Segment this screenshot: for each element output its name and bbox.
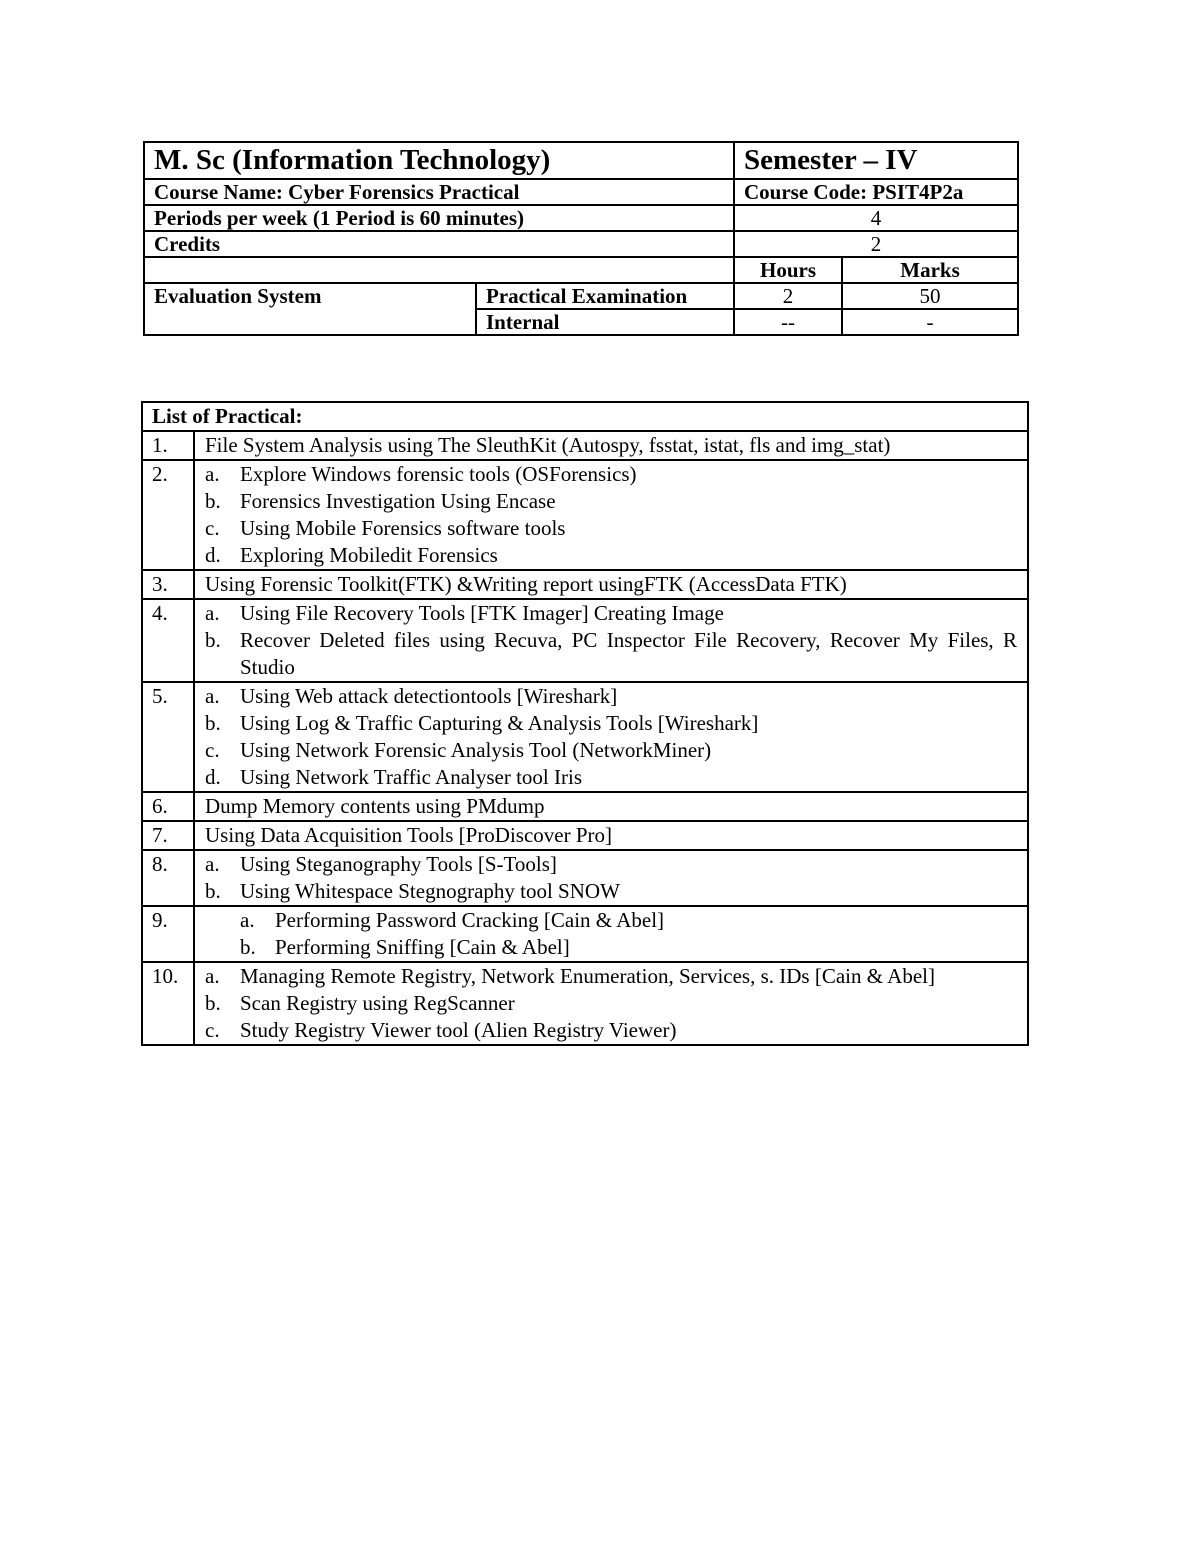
practical-marks: 50 [842, 283, 1018, 309]
practical-subitem [205, 934, 1017, 961]
subitem-text: Using Network Forensic Analysis Tool (NetworkMiner) [240, 738, 712, 762]
practical-content [194, 599, 1028, 682]
practical-number: 10. [142, 962, 194, 1045]
subitem-text: Scan Registry using RegScanner [240, 991, 515, 1015]
empty-cell [144, 257, 734, 283]
practical-hours: 2 [734, 283, 842, 309]
subitem-label: a. [205, 852, 220, 876]
subitem-label: a. [205, 601, 220, 625]
practical-number: 7. [142, 821, 194, 850]
subitem-text: Using Web attack detectiontools [Wireshark] [240, 684, 618, 708]
subitem-text: Using Mobile Forensics software tools [240, 516, 566, 540]
subitem-label: b. [205, 991, 221, 1015]
practical-text: Dump Memory contents using PMdump [205, 794, 545, 818]
practical-row [142, 570, 1028, 599]
periods-label: Periods per week (1 Period is 60 minutes) [144, 205, 734, 231]
practical-row [142, 962, 1028, 1045]
practical-subitem [205, 600, 1017, 627]
evaluation-label: Evaluation System [144, 283, 476, 335]
subitem-text: Using Steganography Tools [S-Tools] [240, 852, 557, 876]
practical-row [142, 850, 1028, 906]
internal-marks: - [842, 309, 1018, 335]
practical-subitem [205, 515, 1017, 542]
program-title: M. Sc (Information Technology) [144, 142, 734, 179]
practical-text: Using Data Acquisition Tools [ProDiscover Pro] [205, 823, 613, 847]
subitem-text: Using Whitespace Stegnography tool SNOW [240, 879, 620, 903]
practical-row [142, 682, 1028, 792]
periods-value: 4 [734, 205, 1018, 231]
subitem-label: b. [205, 711, 221, 735]
subitem-label: a. [240, 908, 255, 932]
practical-content [194, 792, 1028, 821]
practical-content [194, 821, 1028, 850]
subitem-text: Forensics Investigation Using Encase [240, 489, 556, 513]
practical-subitem [205, 542, 1017, 569]
subitem-label: b. [205, 489, 221, 513]
practical-row [142, 460, 1028, 570]
practical-number: 6. [142, 792, 194, 821]
course-info-table [143, 141, 1019, 336]
practical-number: 8. [142, 850, 194, 906]
practical-subitem [205, 461, 1017, 488]
practical-number: 5. [142, 682, 194, 792]
practical-subitem [205, 488, 1017, 515]
practical-text: Using Forensic Toolkit(FTK) &Writing report usingFTK (AccessData FTK) [205, 572, 847, 596]
internal-hours: -- [734, 309, 842, 335]
practical-list-table [141, 401, 1029, 1046]
subitem-text: Explore Windows forensic tools (OSForensics) [240, 462, 637, 486]
subitem-label: c. [205, 738, 220, 762]
practical-row [142, 431, 1028, 460]
practical-content [194, 682, 1028, 792]
course-name: Course Name: Cyber Forensics Practical [144, 179, 734, 205]
practical-subitem [205, 1017, 1017, 1044]
subitem-label: c. [205, 1018, 220, 1042]
practical-exam-label: Practical Examination [476, 283, 734, 309]
practical-subitem [205, 764, 1017, 791]
subitem-text: Performing Password Cracking [Cain & Abel] [275, 908, 665, 932]
practical-number: 3. [142, 570, 194, 599]
subitem-label: b. [205, 628, 221, 652]
credits-value: 2 [734, 231, 1018, 257]
course-code: Course Code: PSIT4P2a [734, 179, 1018, 205]
practical-content [194, 906, 1028, 962]
subitem-label: a. [205, 462, 220, 486]
practical-content [194, 431, 1028, 460]
practical-subitem [205, 963, 1017, 990]
subitem-text: Performing Sniffing [Cain & Abel] [275, 935, 570, 959]
subitem-text: Using Log & Traffic Capturing & Analysis Tools [Wireshark] [240, 711, 759, 735]
practical-subitem [205, 737, 1017, 764]
subitem-text: Using File Recovery Tools [FTK Imager] Creating Image [240, 601, 724, 625]
practical-subitem [205, 990, 1017, 1017]
practical-content [194, 570, 1028, 599]
practical-content [194, 460, 1028, 570]
subitem-label: b. [240, 935, 256, 959]
subitem-text: Study Registry Viewer tool (Alien Registry Viewer) [240, 1018, 677, 1042]
marks-header: Marks [842, 257, 1018, 283]
practical-subitem [205, 710, 1017, 737]
subitem-label: d. [205, 765, 221, 789]
practical-row [142, 906, 1028, 962]
practical-list-title: List of Practical: [142, 402, 1028, 431]
practical-text: File System Analysis using The SleuthKit (Autospy, fsstat, istat, fls and img_stat) [205, 433, 891, 457]
subitem-text: Exploring Mobiledit Forensics [240, 543, 498, 567]
subitem-label: a. [205, 684, 220, 708]
practical-content [194, 850, 1028, 906]
subitem-label: b. [205, 879, 221, 903]
practical-row [142, 821, 1028, 850]
practical-subitem [205, 683, 1017, 710]
practical-row [142, 599, 1028, 682]
subitem-label: c. [205, 516, 220, 540]
subitem-text: Recover Deleted files using Recuva, PC Inspector File Recovery, Recover My Files, R Studio [240, 628, 1018, 679]
hours-header: Hours [734, 257, 842, 283]
practical-number: 4. [142, 599, 194, 682]
subitem-text: Managing Remote Registry, Network Enumeration, Services, s. IDs [Cain & Abel] [240, 964, 935, 988]
practical-row [142, 792, 1028, 821]
internal-label: Internal [476, 309, 734, 335]
subitem-label: d. [205, 543, 221, 567]
practical-subitem [205, 627, 1017, 681]
practical-number: 1. [142, 431, 194, 460]
subitem-label: a. [205, 964, 220, 988]
semester-title: Semester – IV [734, 142, 1018, 179]
credits-label: Credits [144, 231, 734, 257]
practical-subitem [205, 878, 1017, 905]
practical-number: 2. [142, 460, 194, 570]
practical-content [194, 962, 1028, 1045]
practical-number: 9. [142, 906, 194, 962]
practical-subitem [205, 851, 1017, 878]
subitem-text: Using Network Traffic Analyser tool Iris [240, 765, 582, 789]
practical-subitem [205, 907, 1017, 934]
